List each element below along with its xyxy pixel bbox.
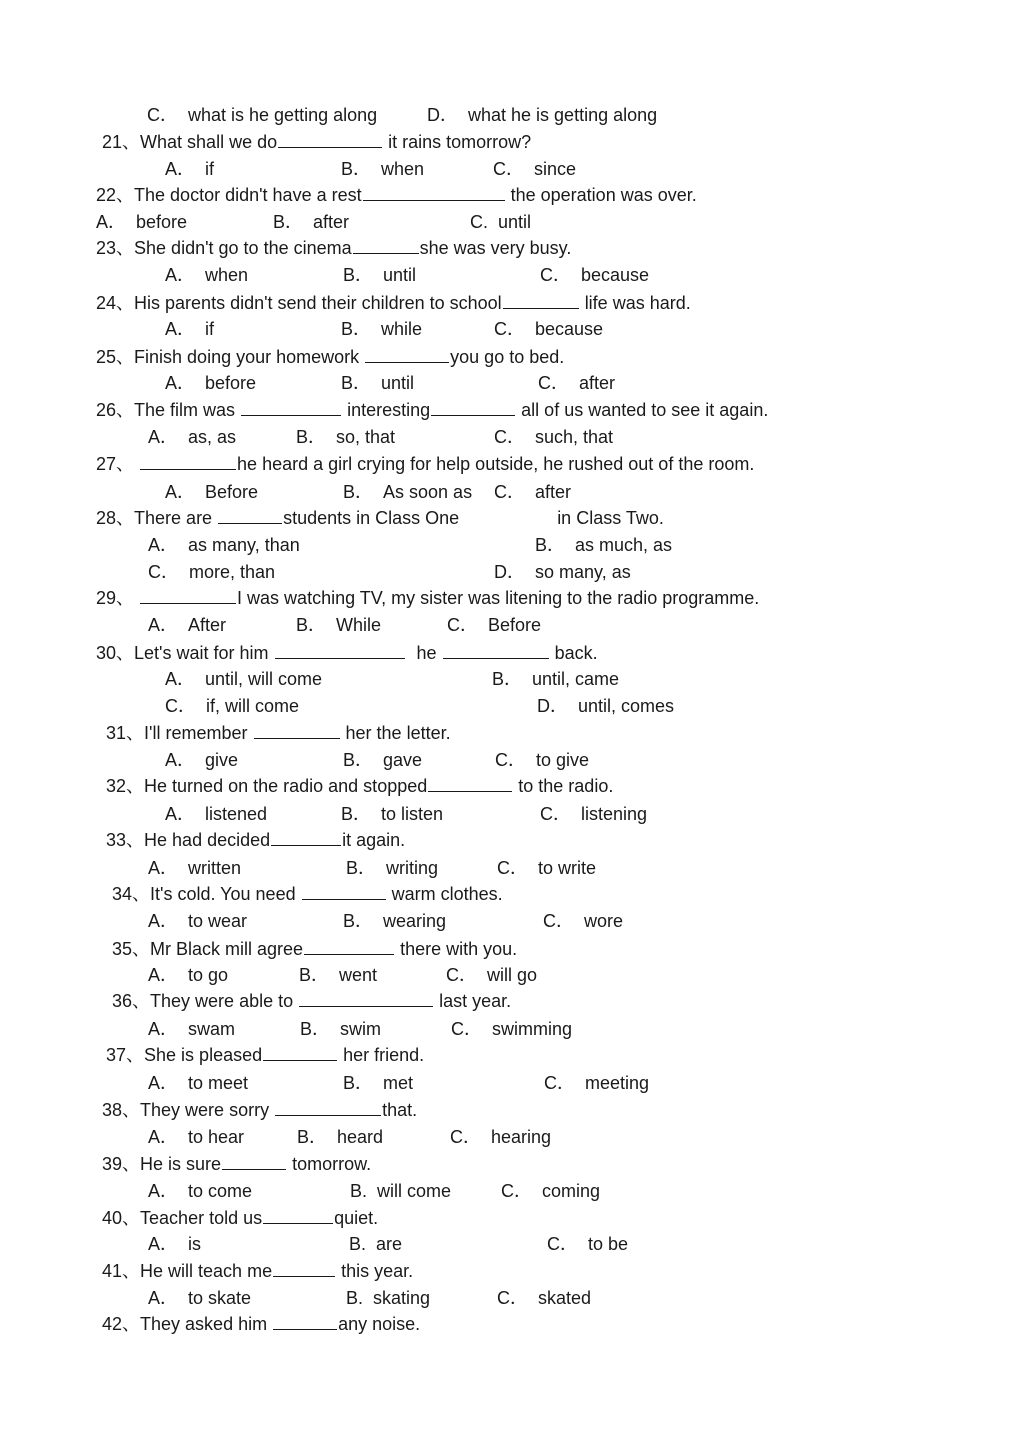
answer-blank bbox=[271, 829, 341, 846]
option-a: A． After bbox=[148, 615, 227, 635]
option-b: B． while bbox=[341, 319, 423, 339]
answer-blank bbox=[363, 184, 505, 201]
answer-blank bbox=[140, 587, 236, 604]
answer-blank bbox=[275, 1099, 381, 1116]
question-37: 37、She is pleased her friend. bbox=[106, 1045, 425, 1065]
answer-blank bbox=[222, 1153, 286, 1170]
question-40: 40、Teacher told us quiet. bbox=[102, 1208, 379, 1228]
question-38: 38、They were sorry that. bbox=[102, 1100, 418, 1120]
answer-blank bbox=[241, 399, 341, 416]
option-c: C． coming bbox=[501, 1181, 601, 1201]
option-c: C． to be bbox=[547, 1234, 629, 1254]
option-d: D． until, comes bbox=[537, 696, 675, 716]
option-a: A． if bbox=[165, 159, 215, 179]
option-c: C． more, than bbox=[148, 562, 276, 582]
option-c: C． to write bbox=[497, 858, 597, 878]
option-c: C． will go bbox=[446, 965, 538, 985]
question-33: 33、He had decided it again. bbox=[106, 830, 406, 850]
option-b: B． gave bbox=[343, 750, 423, 770]
question-29: 29、 I was watching TV, my sister was litening to the radio programme. bbox=[96, 588, 760, 608]
answer-blank bbox=[302, 883, 386, 900]
question-34: 34、It's cold. You need warm clothes. bbox=[112, 884, 503, 904]
option-b: B． wearing bbox=[343, 911, 447, 931]
option-c: C． after bbox=[494, 482, 572, 502]
option-a: A． to skate bbox=[148, 1288, 252, 1308]
answer-blank bbox=[503, 292, 579, 309]
option-d: D． what he is getting along bbox=[427, 105, 658, 125]
option-a: A． swam bbox=[148, 1019, 236, 1039]
question-26: 26、The film was interesting all of us wanted to see it again. bbox=[96, 400, 769, 420]
option-b: B. are bbox=[349, 1234, 403, 1254]
option-c: C． after bbox=[538, 373, 616, 393]
question-22: 22、The doctor didn't have a rest the operation was over. bbox=[96, 185, 697, 205]
option-c: C． because bbox=[494, 319, 604, 339]
option-b: B． met bbox=[343, 1073, 414, 1093]
option-a: A． when bbox=[165, 265, 249, 285]
question-41: 41、He will teach me this year. bbox=[102, 1261, 414, 1281]
option-c: C． since bbox=[493, 159, 577, 179]
option-a: A． listened bbox=[165, 804, 268, 824]
option-c: C． listening bbox=[540, 804, 648, 824]
option-c: C． Before bbox=[447, 615, 542, 635]
answer-blank bbox=[273, 1313, 337, 1330]
question-36: 36、They were able to last year. bbox=[112, 991, 512, 1011]
option-b: B． heard bbox=[297, 1127, 384, 1147]
option-b: B． swim bbox=[300, 1019, 382, 1039]
option-b: B． after bbox=[273, 212, 350, 232]
option-b: B． until, came bbox=[492, 669, 620, 689]
answer-blank bbox=[443, 642, 549, 659]
option-a: A． give bbox=[165, 750, 239, 770]
question-28: 28、There are students in Class One in Class Two. bbox=[96, 508, 664, 528]
option-c: C． skated bbox=[497, 1288, 592, 1308]
answer-blank bbox=[254, 722, 340, 739]
question-39: 39、He is sure tomorrow. bbox=[102, 1154, 372, 1174]
answer-blank bbox=[304, 938, 394, 955]
option-b: B． as much, as bbox=[535, 535, 673, 555]
option-c: C． if, will come bbox=[165, 696, 300, 716]
option-b: B. skating bbox=[346, 1288, 431, 1308]
option-b: B． went bbox=[299, 965, 378, 985]
option-c: C． meeting bbox=[544, 1073, 650, 1093]
option-d: D． so many, as bbox=[494, 562, 631, 582]
option-a: A． until, will come bbox=[165, 669, 323, 689]
option-b: B． writing bbox=[346, 858, 439, 878]
question-32: 32、He turned on the radio and stopped to the radio. bbox=[106, 776, 614, 796]
answer-blank bbox=[431, 399, 515, 416]
question-25: 25、Finish doing your homework you go to bed. bbox=[96, 347, 565, 367]
option-a: A． to wear bbox=[148, 911, 248, 931]
option-b: B． until bbox=[341, 373, 415, 393]
question-35: 35、Mr Black mill agree there with you. bbox=[112, 939, 518, 959]
option-c: C． such, that bbox=[494, 427, 614, 447]
question-21: 21、What shall we do it rains tomorrow? bbox=[102, 132, 532, 152]
option-a: A． if bbox=[165, 319, 215, 339]
answer-blank bbox=[365, 346, 449, 363]
answer-blank bbox=[273, 1260, 335, 1277]
option-a: A． written bbox=[148, 858, 242, 878]
option-c: C． what is he getting along bbox=[147, 105, 378, 125]
option-c: C． wore bbox=[543, 911, 624, 931]
answer-blank bbox=[275, 642, 405, 659]
question-31: 31、I'll remember her the letter. bbox=[106, 723, 451, 743]
option-c: C. until bbox=[470, 212, 532, 232]
option-b: B． As soon as bbox=[343, 482, 473, 502]
question-30: 30、Let's wait for him he back. bbox=[96, 643, 598, 663]
question-23: 23、She didn't go to the cinema she was very busy. bbox=[96, 238, 572, 258]
option-a: A． as, as bbox=[148, 427, 237, 447]
answer-blank bbox=[428, 775, 512, 792]
option-c: C． to give bbox=[495, 750, 590, 770]
answer-blank bbox=[263, 1207, 333, 1224]
option-a: A． before bbox=[96, 212, 188, 232]
option-b: B. will come bbox=[350, 1181, 452, 1201]
option-c: C． hearing bbox=[450, 1127, 552, 1147]
option-a: A． as many, than bbox=[148, 535, 300, 555]
answer-blank bbox=[353, 237, 419, 254]
option-a: A． before bbox=[165, 373, 257, 393]
option-a: A． is bbox=[148, 1234, 202, 1254]
question-27: 27、 he heard a girl crying for help outside, he rushed out of the room. bbox=[96, 454, 755, 474]
answer-blank bbox=[263, 1044, 337, 1061]
answer-blank bbox=[299, 990, 433, 1007]
option-a: A． to come bbox=[148, 1181, 253, 1201]
option-b: B． when bbox=[341, 159, 425, 179]
option-c: C． swimming bbox=[451, 1019, 573, 1039]
answer-blank bbox=[278, 131, 382, 148]
option-c: C． because bbox=[540, 265, 650, 285]
question-42: 42、They asked him any noise. bbox=[102, 1314, 421, 1334]
option-b: B． While bbox=[296, 615, 382, 635]
option-b: B． until bbox=[343, 265, 417, 285]
option-a: A． to meet bbox=[148, 1073, 249, 1093]
option-a: A． to hear bbox=[148, 1127, 245, 1147]
option-b: B． so, that bbox=[296, 427, 396, 447]
option-b: B． to listen bbox=[341, 804, 444, 824]
answer-blank bbox=[218, 507, 282, 524]
question-24: 24、His parents didn't send their children to school life was hard. bbox=[96, 293, 691, 313]
option-a: A． Before bbox=[165, 482, 259, 502]
answer-blank bbox=[140, 453, 236, 470]
option-a: A． to go bbox=[148, 965, 229, 985]
